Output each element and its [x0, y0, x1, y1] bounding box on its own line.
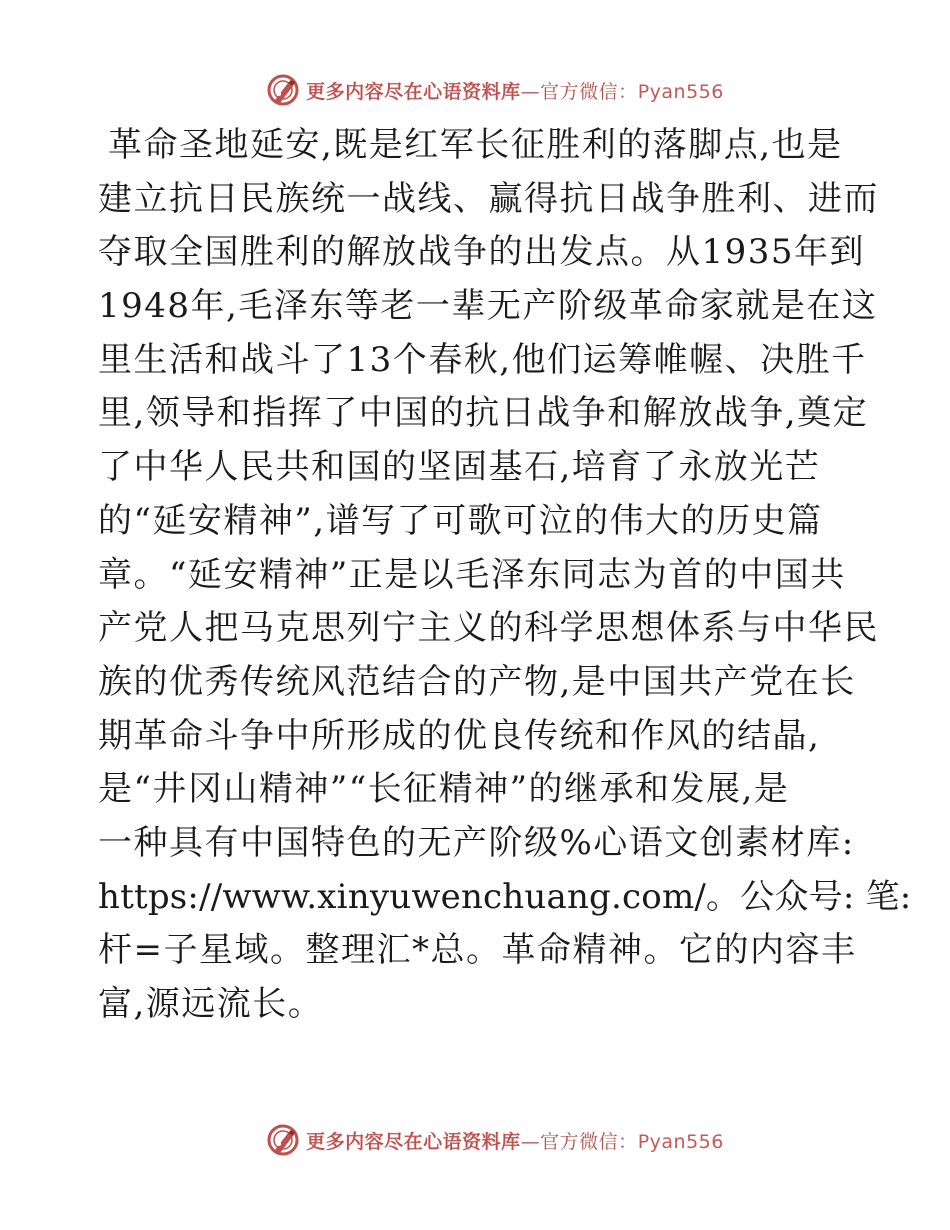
article-line: 产党人把马克思列宁主义的科学思想体系与中华民 [98, 608, 879, 649]
article-line: 章。“延安精神”正是以毛泽东同志为首的中国共 [98, 554, 846, 595]
article-line: 杆=子星域。整理汇*总。革命精神。它的内容丰 [98, 930, 857, 971]
header-library-text: 更多内容尽在心语资料库 [306, 80, 521, 103]
article-line: 夺取全国胜利的解放战争的出发点。从1935年到 [98, 232, 866, 273]
article-line: 一种具有中国特色的无产阶级%心语文创素材库: [98, 822, 855, 863]
header-banner-content [266, 73, 724, 107]
article-line: 了中华人民共和国的坚固基石,培育了永放光芒 [98, 447, 821, 488]
header-banner-text [306, 77, 724, 104]
footer-banner [0, 1120, 950, 1160]
footer-banner-content [266, 1123, 724, 1157]
header-banner [0, 70, 950, 110]
footer-separator: — [520, 1130, 541, 1153]
article-line: 革命圣地延安,既是红军长征胜利的落脚点,也是 [108, 125, 843, 165]
article-line: 的“延安精神”,谱写了可歌可泣的伟大的历史篇 [98, 500, 823, 541]
header-wechat-id: Pyan556 [637, 80, 724, 103]
article-line: 族的优秀传统风范结合的产物,是中国共产党在长 [98, 661, 856, 702]
article-body [98, 119, 912, 1032]
article-line: 期革命斗争中所形成的优良传统和作风的结晶, [98, 715, 821, 756]
footer-wechat-id: Pyan556 [637, 1130, 724, 1153]
article-line-url: https://www.xinyuwenchuang.com/。公众号: 笔: [98, 876, 912, 917]
header-wechat-label: 官方微信： [540, 80, 638, 103]
footer-banner-text [306, 1127, 724, 1154]
pen-nib-logo-icon [266, 73, 300, 107]
footer-wechat-label: 官方微信： [540, 1130, 638, 1153]
pen-nib-logo-icon [266, 1123, 300, 1157]
article-line: 富,源远流长。 [98, 984, 324, 1024]
footer-library-text: 更多内容尽在心语资料库 [306, 1130, 521, 1153]
article-line: 建立抗日民族统一战线、赢得抗日战争胜利、进而 [98, 178, 879, 219]
article-line: 1948年,毛泽东等老一辈无产阶级革命家就是在这 [98, 286, 878, 327]
header-separator: — [520, 80, 541, 103]
article-line: 里,领导和指挥了中国的抗日战争和解放战争,奠定 [98, 393, 869, 434]
article-line: 是“井冈山精神”“长征精神”的继承和发展,是 [98, 769, 790, 810]
article-line: 里生活和战斗了13个春秋,他们运筹帷幄、决胜千 [98, 339, 867, 380]
